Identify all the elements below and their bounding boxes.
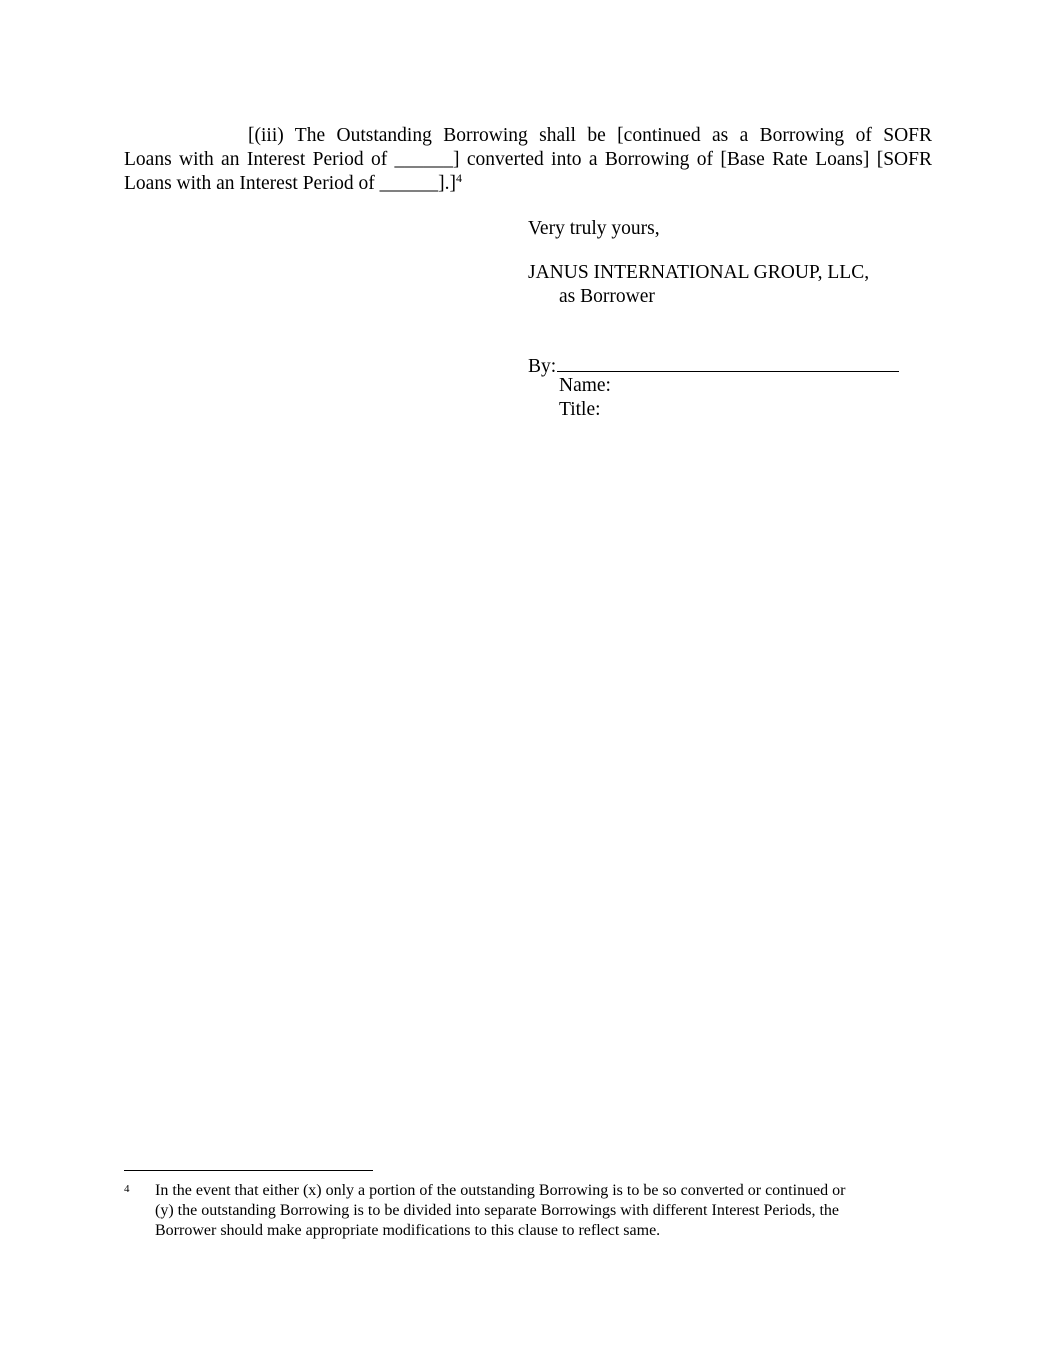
footnote [124,1181,914,1241]
footnote-text [155,1181,914,1241]
footnote-number: 4 [124,1183,130,1195]
paragraph-line-3 [124,172,932,196]
paragraph-line-1: [(iii) The Outstanding Borrowing shall be [continued as a Borrowing of SOFR [248,125,932,146]
paragraph-line-2: Loans with an Interest Period of ______] converted into a Borrowing of [Base Rate Loans] [SOFR [124,149,932,170]
salutation: Very truly yours, [528,218,660,239]
name-label: Name: [559,375,611,396]
footnote-reference: 4 [455,171,462,185]
conversion-paragraph [124,124,932,196]
title-label: Title: [559,399,601,420]
footnote-line-2: (y) the outstanding Borrowing is to be divided into separate Borrowings with different Interest Periods, the [155,1202,840,1219]
footnote-line-1: In the event that either (x) only a portion of the outstanding Borrowing is to be so converted or continued or [155,1182,846,1199]
footnote-separator [124,1170,373,1171]
signature-line [557,350,899,372]
paragraph-line-3-text: Loans with an Interest Period of ______].] [124,173,456,194]
borrower-role: as Borrower [559,286,655,307]
by-label: By: [528,356,557,377]
footnote-line-3: Borrower should make appropriate modifications to this clause to reflect same. [155,1222,661,1239]
company-name: JANUS INTERNATIONAL GROUP, LLC, [528,262,870,283]
